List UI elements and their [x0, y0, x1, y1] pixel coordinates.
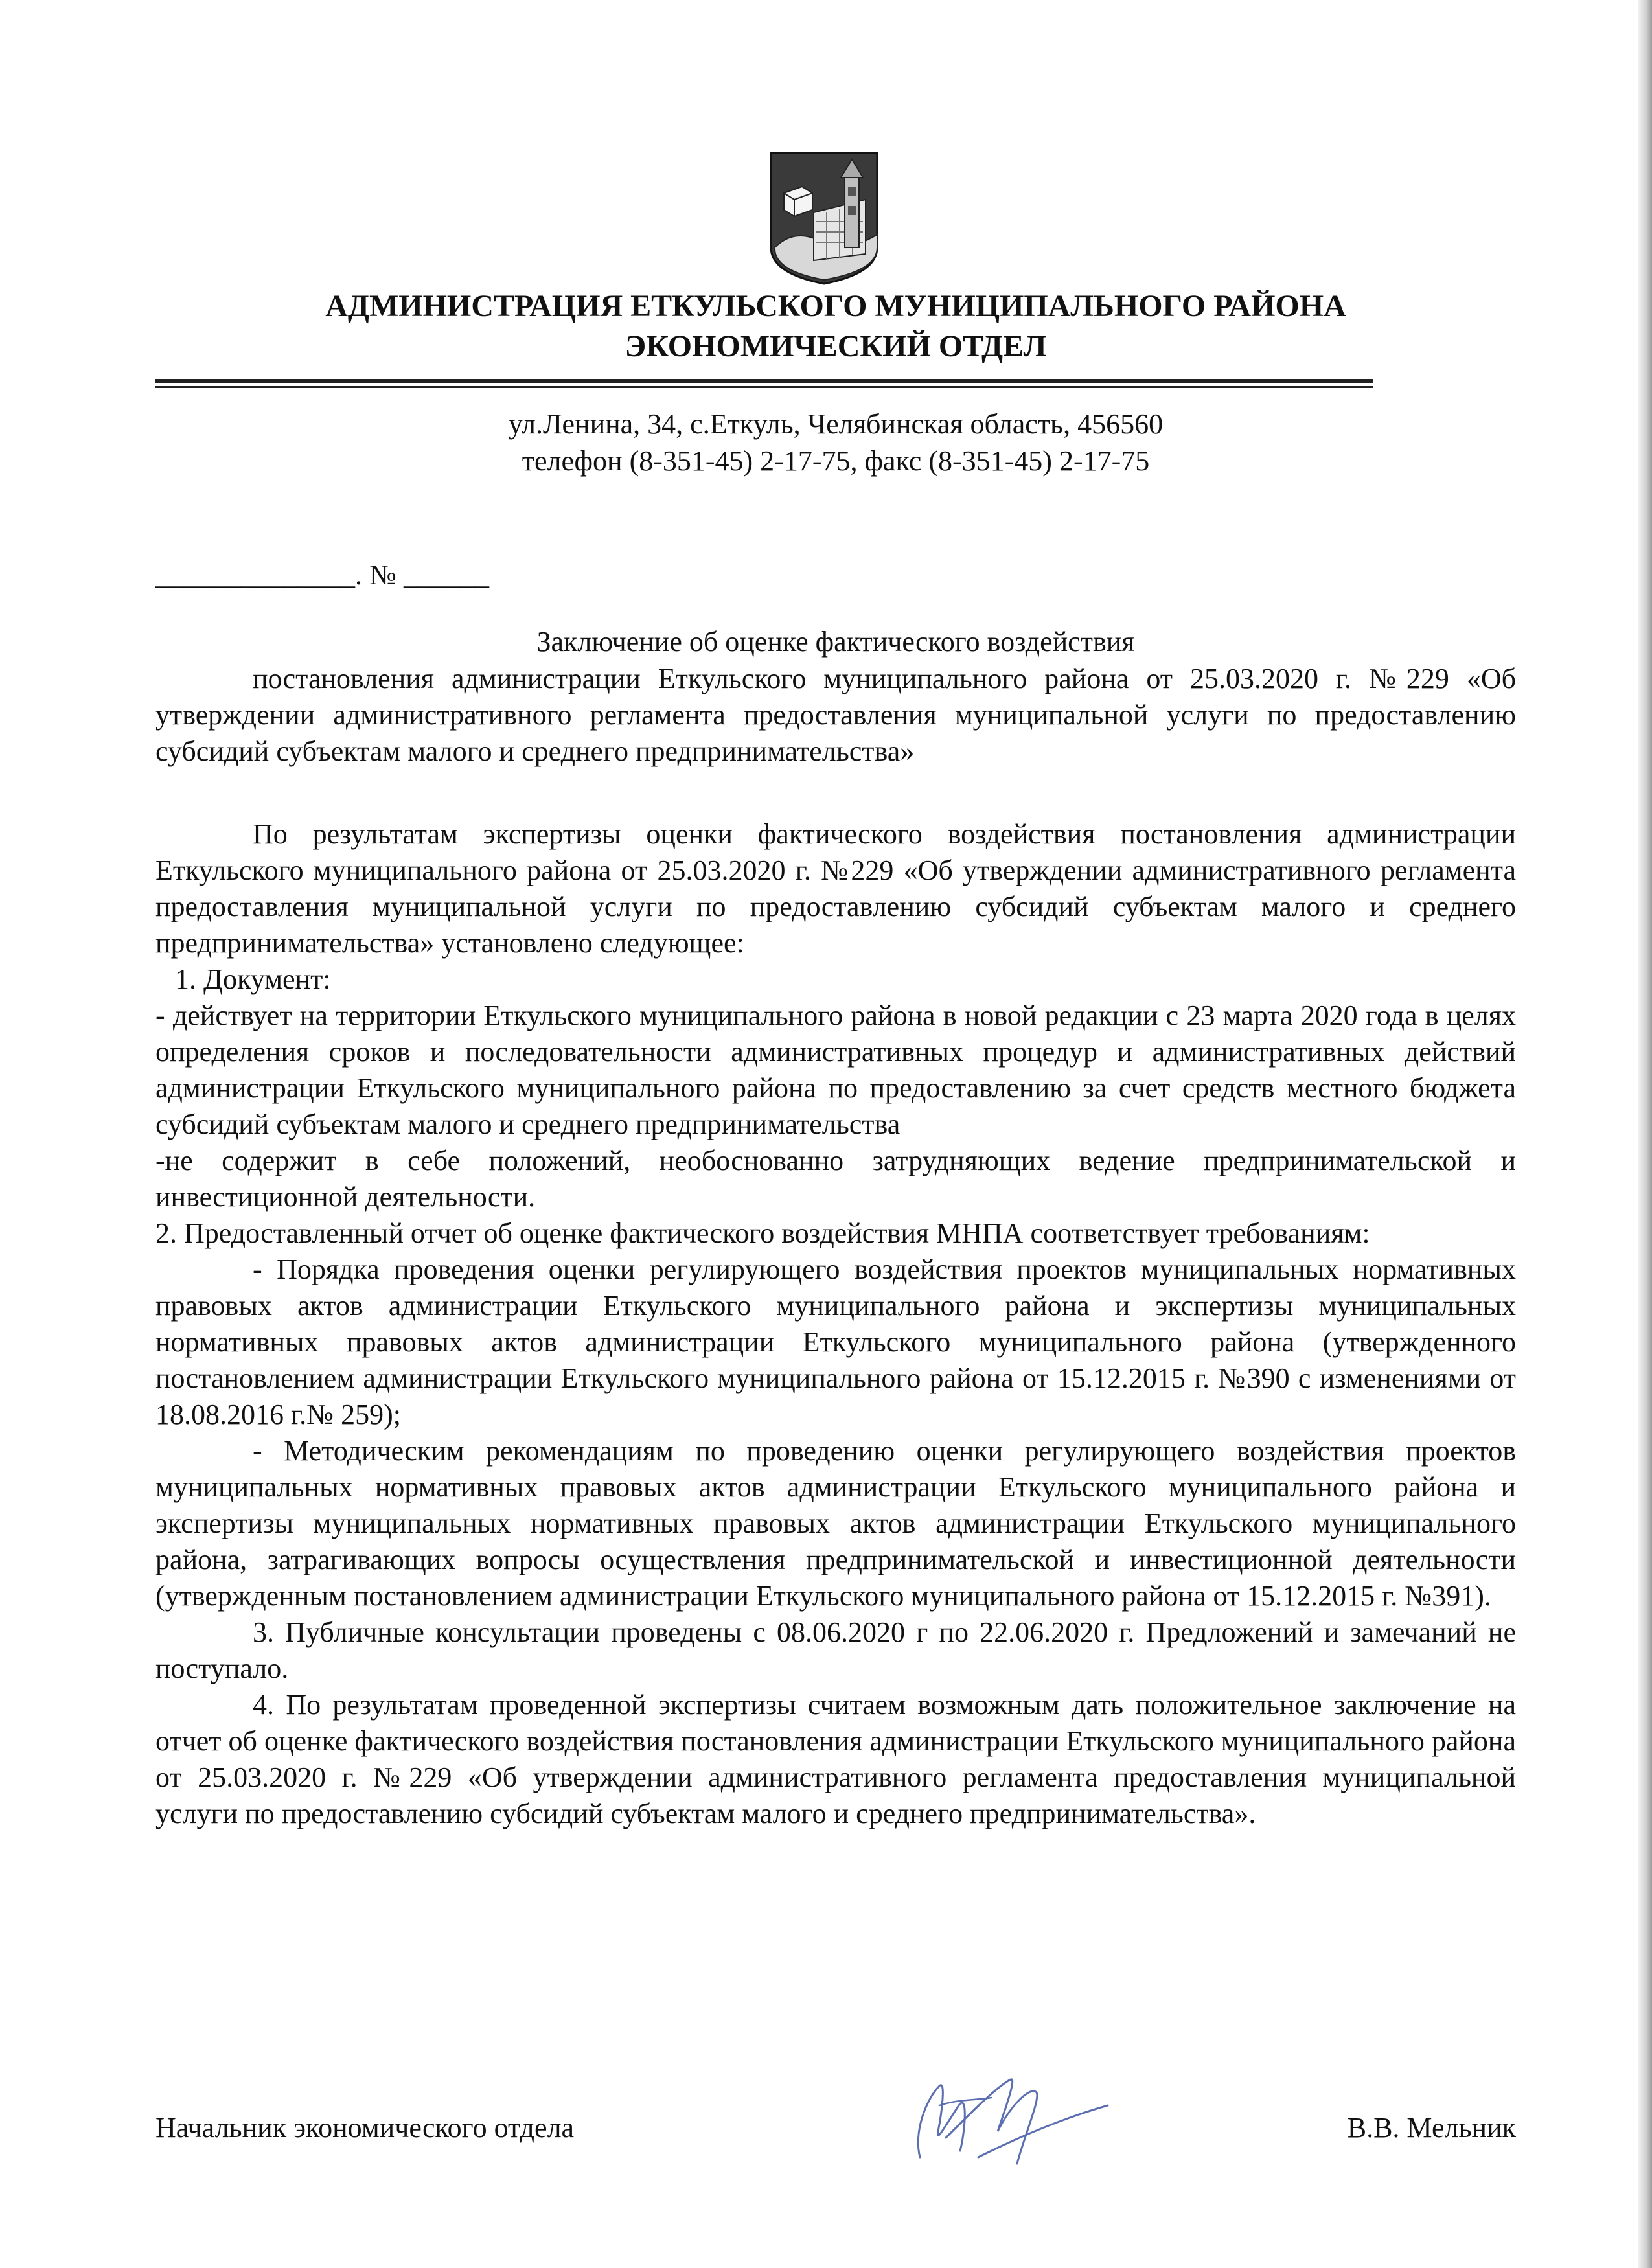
document-subject [155, 661, 1516, 770]
item-1-heading: 1. Документ: [175, 963, 331, 995]
registration-line: ______________. № ______ [155, 559, 489, 591]
document-body [155, 816, 1516, 1832]
item-4-paragraph: 4. По результатам проведенной экспертизы считаем возможным дать положительное заключение на отчет об оценке фактического воздействия постановления администрации Еткульского муниципального района от 25.03.2020 г. №229 «Об утверждении административного регламента предоставления муниципальной услуги по предоставлению субсидий субъектам малого и среднего предпринимательства». [155, 1689, 1516, 1829]
document-title: Заключение об оценке фактического воздействия [536, 626, 1135, 658]
header-divider-thick [155, 379, 1373, 383]
item-1-point-a: - действует на территории Еткульского муниципального района в новой редакции с 23 марта 2020 года в целях определения сроков и последовательности административных процедур и административных действий администрации Еткульского муниципального района по предоставлению за счет средств местного бюджета субсидий субъектам малого и среднего предпринимательства [155, 1000, 1516, 1140]
handwritten-signature [901, 2060, 1114, 2170]
signer-position: Начальник экономического отдела [155, 2112, 575, 2144]
intro-paragraph: По результатам экспертизы оценки фактического воздействия постановления администрации Еткульского муниципального района от 25.03.2020 г. №229 «Об утверждении административного регламента предоставления муниципальной услуги по предоставлению субсидий субъектам малого и среднего предпринимательства» установлено следующее: [155, 818, 1516, 959]
header-divider-thin [155, 386, 1373, 388]
org-name: АДМИНИСТРАЦИЯ ЕТКУЛЬСКОГО МУНИЦИПАЛЬНОГО РАЙОНА [325, 289, 1346, 323]
address: ул.Ленина, 34, с.Еткуль, Челябинская область, 456560 [508, 408, 1164, 440]
coat-of-arms-icon [768, 150, 880, 286]
scan-edge-shadow [1638, 0, 1652, 2268]
item-2-point-b: - Методическим рекомендациям по проведению оценки регулирующего воздействия проектов муниципальных нормативных правовых актов администрации Еткульского муниципального района и экспертизы муниципальных нормативных правовых актов администрации Еткульского муниципального района, затрагивающих вопросы осуществления предпринимательской и инвестиционной деятельности (утвержденным постановлением администрации Еткульского муниципального района от 15.12.2015 г. №391). [155, 1435, 1516, 1612]
item-2-paragraph: 2. Предоставленный отчет об оценке фактического воздействия МНПА соответствует требованиям: [155, 1217, 1370, 1249]
item-1-point-b: -не содержит в себе положений, необоснованно затрудняющих ведение предпринимательской и инвестиционной деятельности. [155, 1145, 1516, 1213]
subject-paragraph: постановления администрации Еткульского муниципального района от 25.03.2020 г. №229 «Об утверждении административного регламента предоставления муниципальной услуги по предоставлению субсидий субъектам малого и среднего предпринимательства» [155, 663, 1516, 767]
department-name: ЭКОНОМИЧЕСКИЙ ОТДЕЛ [625, 329, 1047, 363]
phone-fax: телефон (8-351-45) 2-17-75, факс (8-351-45) 2-17-75 [522, 445, 1150, 477]
item-3-paragraph: 3. Публичные консультации проведены с 08.06.2020 г по 22.06.2020 г. Предложений и замечаний не поступало. [155, 1616, 1516, 1684]
item-2-point-a: - Порядка проведения оценки регулирующего воздействия проектов муниципальных нормативных правовых актов администрации Еткульского муниципального района и экспертизы муниципальных нормативных правовых актов администрации Еткульского муниципального района (утвержденного постановлением администрации Еткульского муниципального района от 15.12.2015 г. №390 с изменениями от 18.08.2016 г.№ 259); [155, 1254, 1516, 1430]
signer-name: В.В. Мельник [1347, 2112, 1516, 2144]
